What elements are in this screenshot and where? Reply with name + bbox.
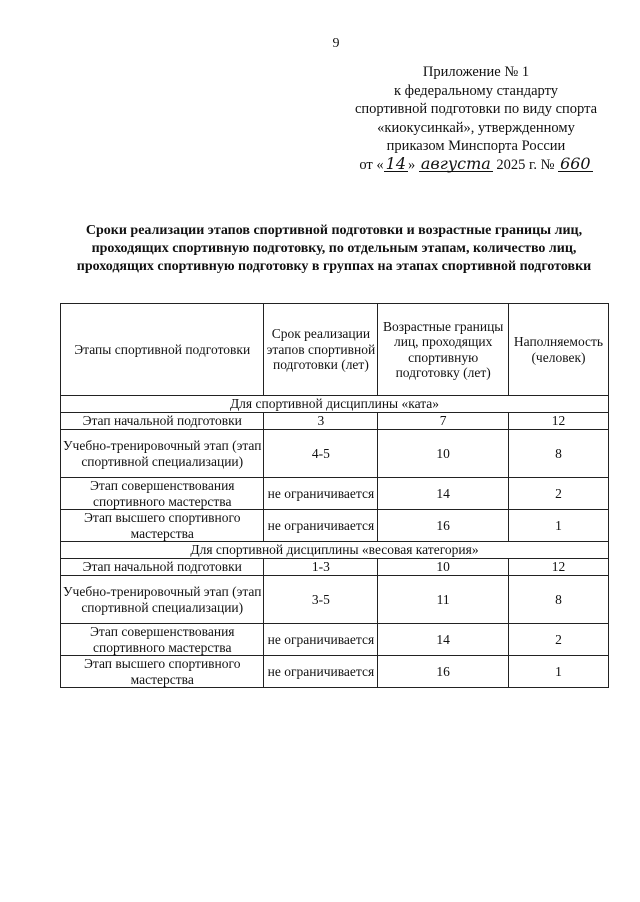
duration-cell: не ограничивается bbox=[264, 656, 378, 688]
size-cell: 8 bbox=[509, 430, 609, 478]
table-row bbox=[61, 576, 609, 624]
appendix-line: приказом Минспорта России bbox=[386, 138, 566, 154]
age-cell: 11 bbox=[378, 576, 509, 624]
appendix-line: спортивной подготовки по виду спорта bbox=[354, 101, 598, 117]
appendix-block bbox=[326, 63, 626, 174]
stage-cell: Этап высшего спортивного мастерства bbox=[61, 510, 264, 542]
table-row bbox=[61, 510, 609, 542]
duration-cell: не ограничивается bbox=[264, 510, 378, 542]
duration-cell: 4-5 bbox=[264, 430, 378, 478]
table-row bbox=[61, 430, 609, 478]
duration-cell: не ограничивается bbox=[264, 478, 378, 510]
age-cell: 10 bbox=[378, 559, 509, 576]
page-number: 9 bbox=[332, 36, 340, 51]
date-prefix: от « bbox=[359, 156, 384, 173]
size-cell: 2 bbox=[509, 478, 609, 510]
header-stages: Этапы спортивной подготовки bbox=[61, 304, 264, 396]
stage-cell: Этап совершенствования спортивного мастерства bbox=[61, 478, 264, 510]
appendix-line: к федеральному стандарту bbox=[394, 82, 558, 99]
duration-cell: 3 bbox=[264, 413, 378, 430]
training-stages-table bbox=[60, 303, 609, 688]
table-row bbox=[61, 413, 609, 430]
table-row bbox=[61, 478, 609, 510]
section-row-weight-category bbox=[61, 542, 609, 559]
size-cell: 1 bbox=[509, 510, 609, 542]
size-cell: 2 bbox=[509, 624, 609, 656]
stage-cell: Этап совершенствования спортивного мастерства bbox=[61, 624, 264, 656]
table-row bbox=[61, 559, 609, 576]
size-cell: 8 bbox=[509, 576, 609, 624]
stage-cell: Этап начальной подготовки bbox=[61, 559, 264, 576]
duration-cell: 1-3 bbox=[264, 559, 378, 576]
date-year: 2025 г. № bbox=[496, 156, 555, 173]
section-title: Для спортивной дисциплины «ката» bbox=[61, 396, 609, 413]
stage-cell: Учебно-тренировочный этап (этап спортивной специализации) bbox=[61, 430, 264, 478]
size-cell: 1 bbox=[509, 656, 609, 688]
table-row bbox=[61, 624, 609, 656]
header-age-limits: Возрастные границы лиц, проходящих спортивную подготовку (лет) bbox=[378, 304, 509, 396]
header-duration: Срок реализации этапов спортивной подготовки (лет) bbox=[264, 304, 378, 396]
order-date-line bbox=[326, 153, 626, 175]
date-mid: » bbox=[408, 156, 416, 173]
age-cell: 7 bbox=[378, 413, 509, 430]
age-cell: 16 bbox=[378, 656, 509, 688]
stage-cell: Этап начальной подготовки bbox=[61, 413, 264, 430]
stage-cell: Учебно-тренировочный этап (этап спортивной специализации) bbox=[61, 576, 264, 624]
handwritten-day: 14 bbox=[385, 153, 407, 173]
document-title: Сроки реализации этапов спортивной подготовки и возрастные границы лиц, проходящих спортивную подготовку, по отдельным этапам, количество лиц, проходящих спортивную подготовку в группах на этапах спортивной подготовки bbox=[76, 223, 592, 274]
appendix-line: «киокусинкай», утвержденному bbox=[377, 119, 575, 136]
duration-cell: 3-5 bbox=[264, 576, 378, 624]
table-header-row bbox=[61, 304, 609, 396]
age-cell: 16 bbox=[378, 510, 509, 542]
size-cell: 12 bbox=[509, 413, 609, 430]
duration-cell: не ограничивается bbox=[264, 624, 378, 656]
section-row-kata bbox=[61, 396, 609, 413]
stage-cell: Этап высшего спортивного мастерства bbox=[61, 656, 264, 688]
age-cell: 14 bbox=[378, 624, 509, 656]
header-group-size: Наполняемость (человек) bbox=[509, 304, 609, 396]
size-cell: 12 bbox=[509, 559, 609, 576]
table-row bbox=[61, 656, 609, 688]
handwritten-month: августа bbox=[420, 153, 491, 173]
handwritten-order-number: 660 bbox=[560, 153, 591, 173]
age-cell: 10 bbox=[378, 430, 509, 478]
section-title: Для спортивной дисциплины «весовая категория» bbox=[61, 542, 609, 559]
appendix-line: Приложение № 1 bbox=[422, 64, 530, 80]
age-cell: 14 bbox=[378, 478, 509, 510]
